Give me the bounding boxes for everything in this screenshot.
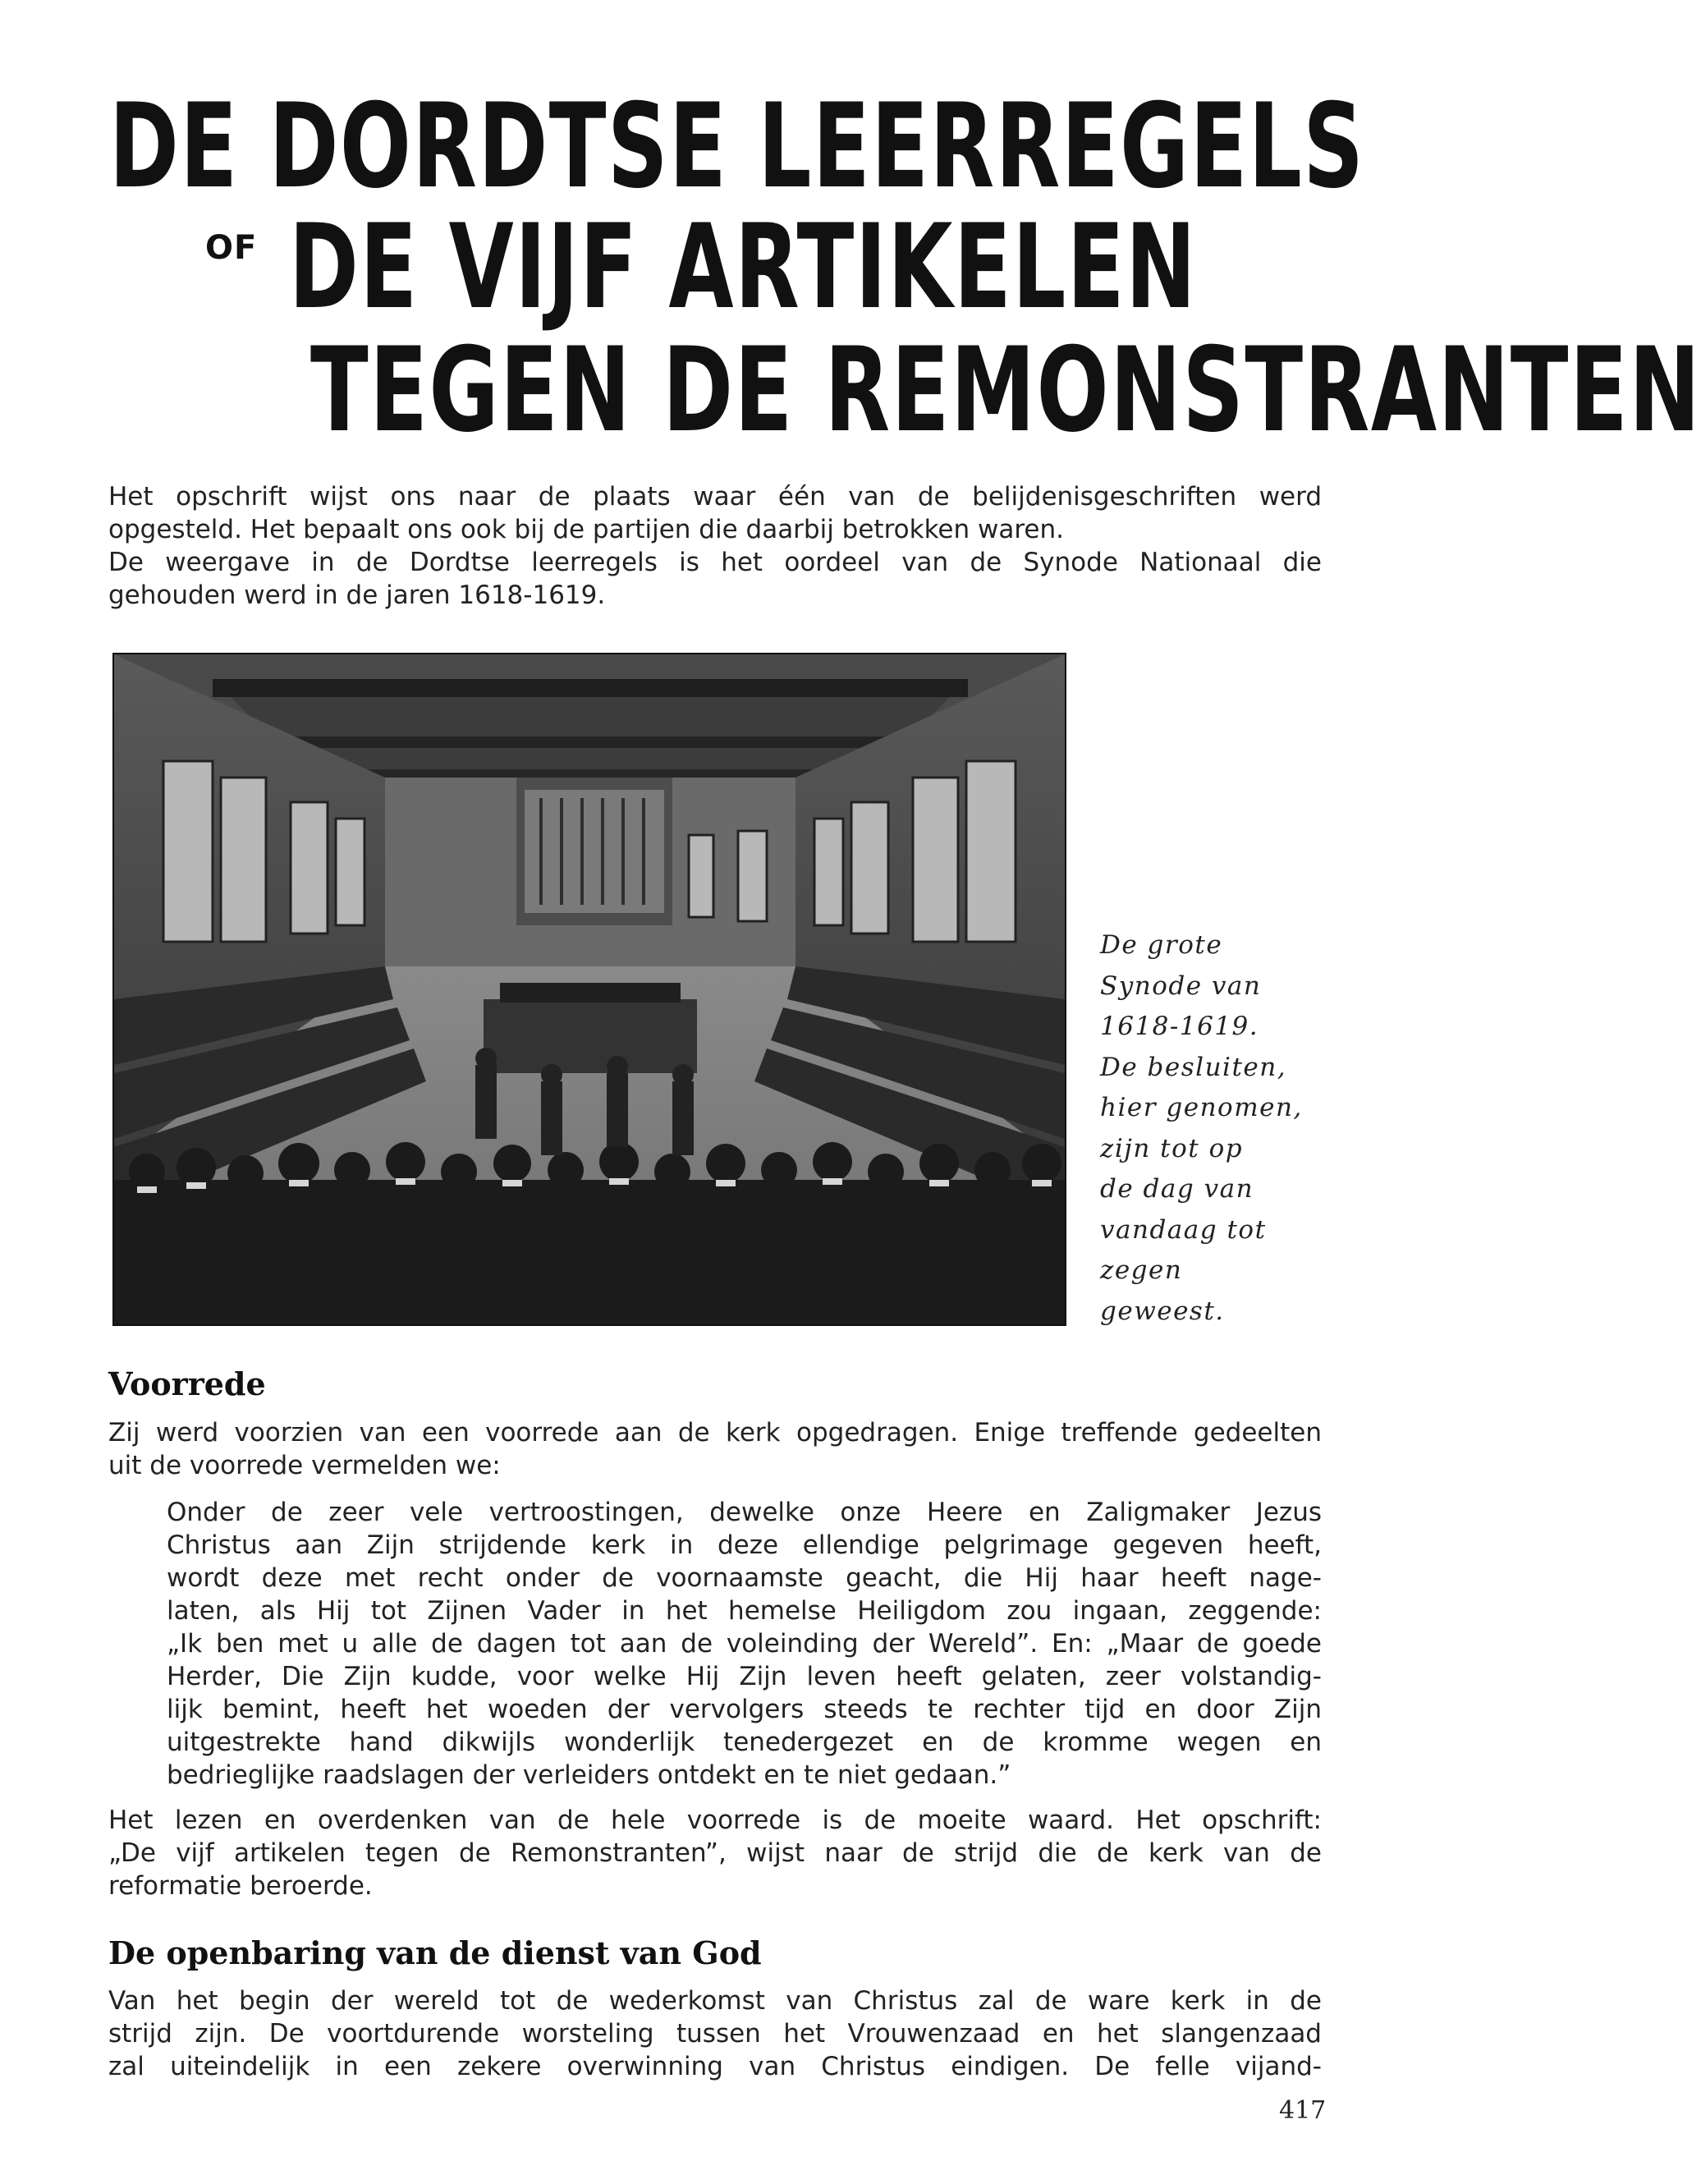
paragraph-line: Van het begin der wereld tot de wederkomst van Christus zal de ware kerk in de: [108, 1986, 1322, 2016]
caption-line: 1618-1619.: [1100, 1012, 1259, 1041]
paragraph-line: zal uiteindelijk in een zekere overwinning van Christus eindigen. De felle vijand-: [108, 2052, 1322, 2081]
synod-hall-engraving: [114, 654, 1065, 1324]
voorrede-paragraph: [108, 1416, 1322, 1482]
section-heading-voorrede: Voorrede: [108, 1365, 266, 1402]
intro-line: De weergave in de Dordtse leerregels is het oordeel van de Synode Nationaal die: [108, 548, 1322, 577]
caption-line: vandaag tot: [1100, 1214, 1267, 1245]
caption-line: De besluiten,: [1100, 1052, 1287, 1082]
openbaring-paragraph: [108, 1984, 1322, 2083]
caption-line: zijn tot op: [1100, 1133, 1244, 1163]
quote-line: Christus aan Zijn strijdende kerk in deze ellendige pelgrimage gegeven heeft,: [167, 1530, 1322, 1560]
section-heading-openbaring: De openbaring van de dienst van God: [108, 1934, 762, 1971]
quote-line: bedrieglijke raadslagen der verleiders ontdekt en te niet gedaan.”: [167, 1760, 1011, 1790]
caption-line: de dag van: [1100, 1174, 1254, 1204]
quote-line: Herder, Die Zijn kudde, voor welke Hij Zijn leven heeft gelaten, zeer volstandig-: [167, 1662, 1322, 1691]
caption-line: De grote: [1100, 930, 1223, 960]
voorrede-closing-paragraph: [108, 1804, 1322, 1902]
paragraph-line: uit de voorrede vermelden we:: [108, 1451, 501, 1480]
voorrede-quote: [167, 1496, 1322, 1792]
quote-line: lijk bemint, heeft het woeden der vervolgers steeds te rechter tijd en door Zijn: [167, 1695, 1322, 1724]
title-line-3: TEGEN DE REMONSTRANTEN: [310, 323, 1701, 458]
caption-line: zegen: [1100, 1255, 1183, 1285]
figure-caption: [1100, 925, 1346, 1332]
caption-line: geweest.: [1100, 1296, 1225, 1326]
title-connector: OF: [205, 229, 258, 267]
title-line-2: DE VIJF ARTIKELEN: [289, 200, 1198, 335]
intro-paragraph: [108, 480, 1322, 612]
paragraph-line: Het lezen en overdenken van de hele voorrede is de moeite waard. Het opschrift:: [108, 1805, 1322, 1835]
title-line-1: DE DORDTSE LEERREGELS: [109, 79, 1365, 214]
quote-line: laten, als Hij tot Zijnen Vader in het hemelse Heiligdom zou ingaan, zeggende:: [167, 1596, 1322, 1626]
caption-line: hier genomen,: [1100, 1093, 1303, 1122]
paragraph-line: reformatie beroerde.: [108, 1871, 373, 1901]
paragraph-line: „De vijf artikelen tegen de Remonstranten”, wijst naar de strijd die de kerk van de: [108, 1838, 1322, 1868]
intro-line: Het opschrift wijst ons naar de plaats waar één van de belijdenisgeschriften werd: [108, 482, 1322, 512]
paragraph-line: Zij werd voorzien van een voorrede aan de kerk opgedragen. Enige treffende gedeelten: [108, 1418, 1322, 1448]
page-number: 417: [1279, 2096, 1327, 2125]
intro-line: gehouden werd in de jaren 1618-1619.: [108, 580, 606, 610]
paragraph-line: strijd zijn. De voortdurende worsteling tussen het Vrouwenzaad en het slangenzaad: [108, 2019, 1322, 2049]
quote-line: „Ik ben met u alle de dagen tot aan de voleinding der Wereld”. En: „Maar de goede: [167, 1629, 1322, 1659]
synod-illustration: [112, 653, 1066, 1326]
quote-line: wordt deze met recht onder de voornaamste geacht, die Hij haar heeft nage-: [167, 1563, 1322, 1593]
intro-line: opgesteld. Het bepaalt ons ook bij de partijen die daarbij betrokken waren.: [108, 515, 1064, 544]
quote-line: uitgestrekte hand dikwijls wonderlijk tenedergezet en de kromme wegen en: [167, 1727, 1322, 1757]
quote-line: Onder de zeer vele vertroostingen, dewelke onze Heere en Zaligmaker Jezus: [167, 1498, 1322, 1527]
caption-line: Synode van: [1100, 970, 1262, 1001]
